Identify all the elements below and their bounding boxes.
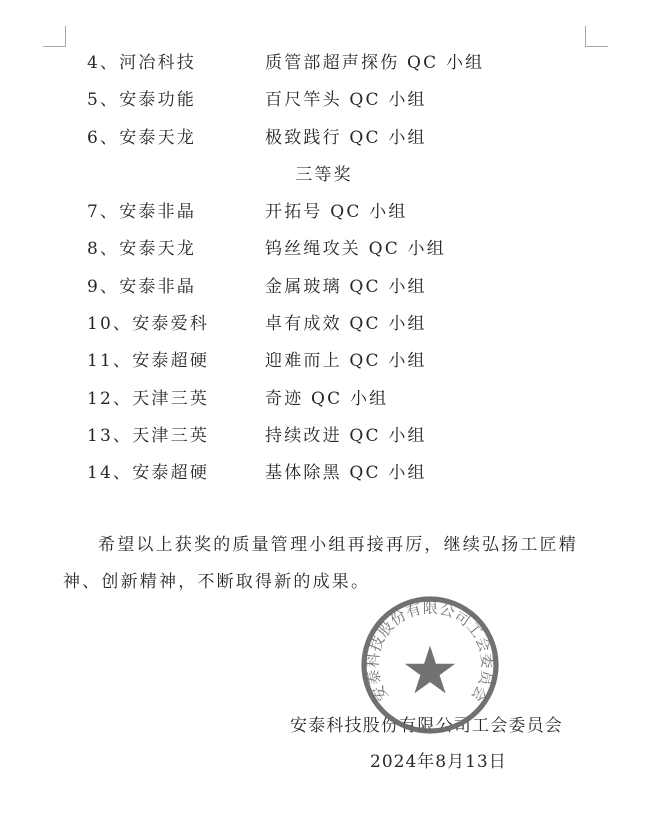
award-list-item [63, 306, 585, 343]
qc-group-name: 极致践行 QC 小组 [265, 127, 427, 148]
award-list-item [63, 381, 585, 418]
award-list-item [63, 231, 585, 268]
qc-group-name: 迎难而上 QC 小组 [265, 351, 427, 372]
section-heading-third-prize: 三等奖 [295, 164, 353, 185]
award-list-item [63, 82, 585, 119]
award-list-item [63, 194, 585, 231]
qc-group-name: 卓有成效 QC 小组 [265, 314, 427, 335]
signature-line: 安泰科技股份有限公司工会委员会 [290, 716, 563, 736]
qc-group-name: 开拓号 QC 小组 [265, 202, 408, 223]
award-rank-company: 8、安泰天龙 [87, 239, 197, 260]
award-rank-company: 13、天津三英 [87, 425, 210, 446]
qc-group-name: 基体除黑 QC 小组 [265, 463, 427, 484]
award-list-item [63, 455, 585, 492]
award-list-item [63, 269, 585, 306]
award-list-item [63, 120, 585, 157]
award-rank-company: 14、安泰超硬 [87, 463, 210, 484]
date-line: 2024年8月13日 [370, 752, 507, 772]
closing-paragraph: 希望以上获奖的质量管理小组再接再厉，继续弘扬工匠精神、创新精神，不断取得新的成果。 [63, 535, 578, 593]
qc-group-name: 持续改进 QC 小组 [265, 425, 427, 446]
qc-group-name: 钨丝绳攻关 QC 小组 [265, 239, 446, 260]
award-rank-company: 5、安泰功能 [87, 90, 197, 111]
margin-crop-mark-right [585, 26, 608, 47]
seal-text: 安泰科技股份有限公司工会委员会 [363, 598, 497, 706]
award-list-item [63, 45, 585, 82]
qc-group-name: 质管部超声探伤 QC 小组 [265, 53, 485, 73]
award-rank-company: 10、安泰爱科 [87, 314, 210, 335]
award-list [63, 45, 585, 493]
award-list-item [63, 418, 585, 455]
qc-group-name: 金属玻璃 QC 小组 [265, 276, 427, 297]
award-list-item [63, 343, 585, 380]
qc-group-name: 奇迹 QC 小组 [265, 388, 389, 409]
star-icon [405, 646, 455, 694]
award-rank-company: 9、安泰非晶 [87, 276, 197, 297]
margin-crop-mark-left [43, 26, 66, 47]
award-rank-company: 4、河冶科技 [87, 53, 197, 73]
award-rank-company: 11、安泰超硬 [87, 351, 210, 372]
award-rank-company: 7、安泰非晶 [87, 202, 197, 223]
official-seal [355, 590, 505, 740]
award-rank-company: 12、天津三英 [87, 388, 210, 409]
qc-group-name: 百尺竿头 QC 小组 [265, 90, 427, 111]
award-rank-company: 6、安泰天龙 [87, 127, 197, 148]
